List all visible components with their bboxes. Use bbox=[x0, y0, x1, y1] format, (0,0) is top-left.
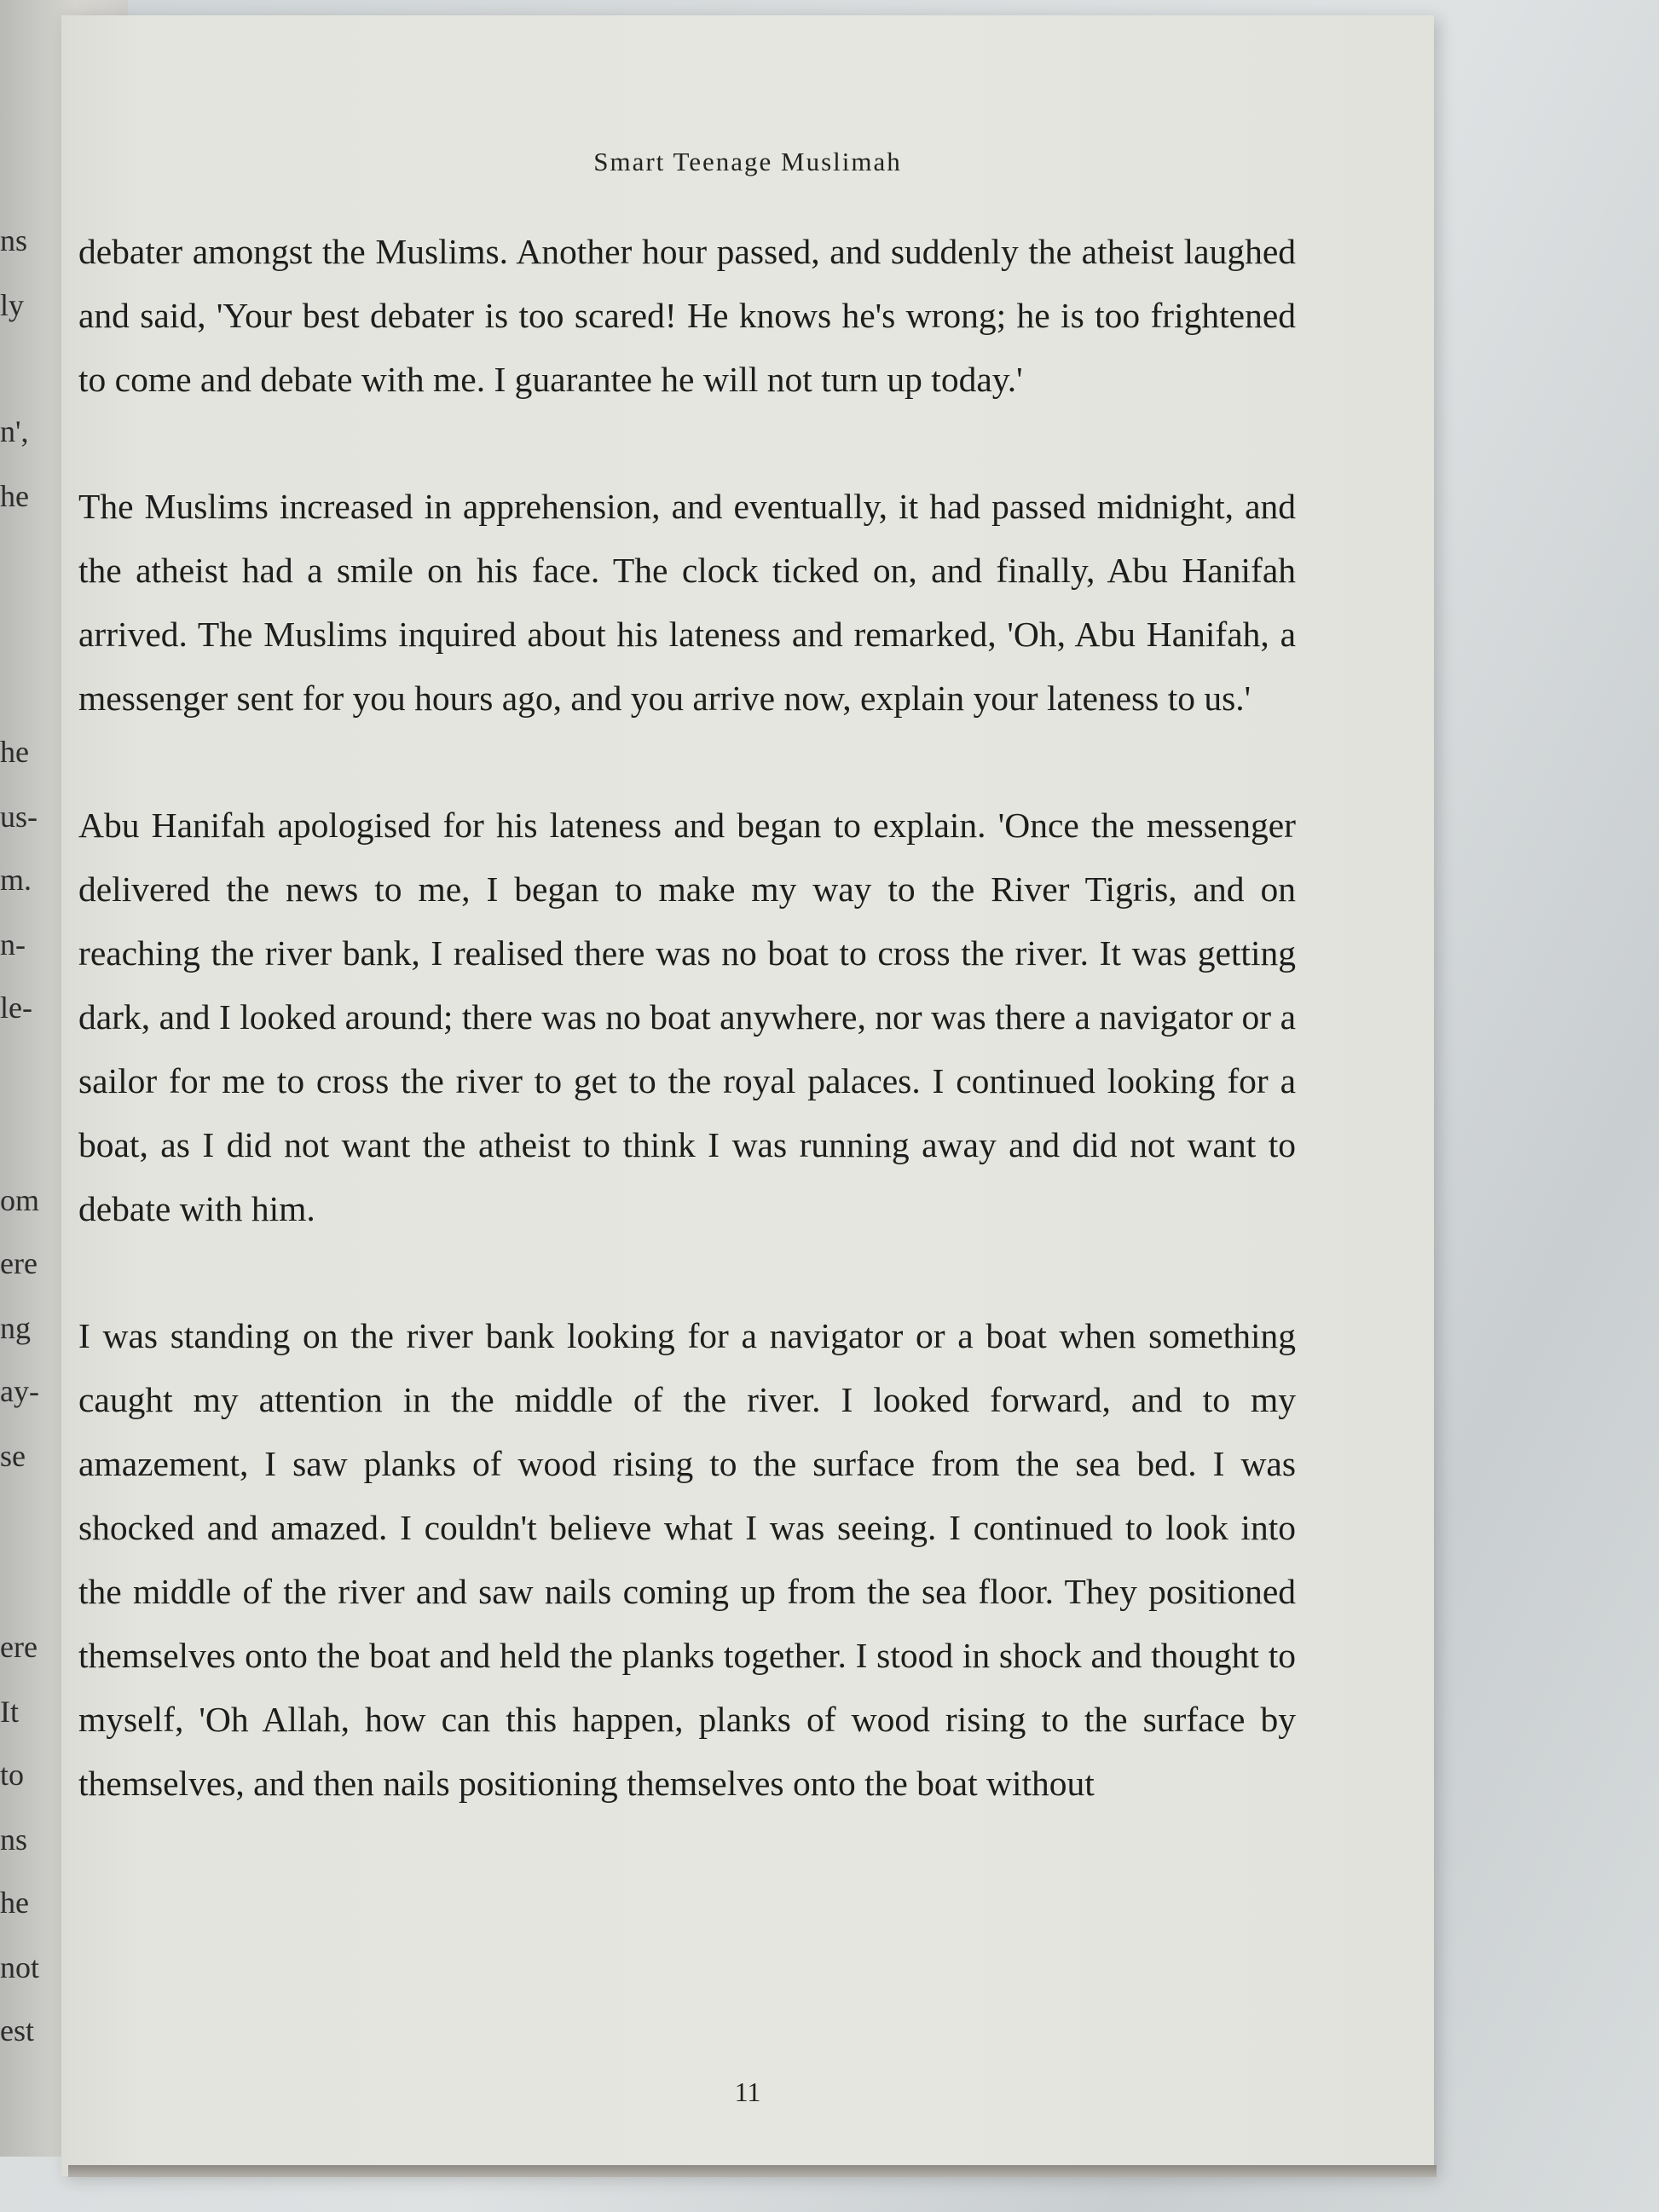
facing-page-fragment: ng bbox=[0, 1311, 31, 1345]
facing-page-fragment: ay- bbox=[0, 1374, 39, 1408]
body-text bbox=[78, 220, 1296, 1879]
facing-page-fragment: he bbox=[0, 479, 29, 513]
facing-page-fragment: he bbox=[0, 1886, 29, 1920]
facing-page-fragment: ly bbox=[0, 288, 25, 322]
facing-page-fragment: est bbox=[0, 2013, 34, 2047]
paragraph: debater amongst the Muslims. Another hour passed, and suddenly the atheist laughed and said, 'Your best debater is too scared! He knows he's wrong; he is too frightened to come and debate with me. I guarantee he will not turn up today.' bbox=[78, 232, 1296, 399]
facing-page-fragment: not bbox=[0, 1950, 40, 1984]
book-page bbox=[61, 15, 1434, 2176]
facing-page-fragment: ns bbox=[0, 1822, 28, 1857]
page-edge bbox=[68, 2165, 1436, 2177]
facing-page-fragment: m. bbox=[0, 863, 32, 897]
paragraph: Abu Hanifah apologised for his lateness and began to explain. 'Once the messenger delivered the news to me, I began to make my way to the River Tigris, and on reaching the river bank, I realised there was no boat to cross the river. It was getting dark, and I looked around; there was no boat anywhere, nor was there a navigator or a sailor for me to cross the river to get to the royal palaces. I continued looking for a boat, as I did not want the atheist to think I was running away and did not want to debate with him. bbox=[78, 806, 1296, 1228]
running-head: Smart Teenage Muslimah bbox=[593, 147, 902, 176]
facing-page-fragment: ere bbox=[0, 1246, 38, 1280]
facing-page-fragment: to bbox=[0, 1758, 25, 1792]
facing-page-fragment: ere bbox=[0, 1630, 38, 1664]
facing-page-fragment: om bbox=[0, 1183, 40, 1217]
facing-page-fragment: n', bbox=[0, 414, 29, 448]
facing-page-fragment: se bbox=[0, 1439, 26, 1473]
paragraph: I was standing on the river bank looking for a navigator or a boat when something caught my attention in the middle of the river. I looked forward, and to my amazement, I saw planks of wood rising to the surface from the sea bed. I was shocked and amazed. I couldn't believe what I was seeing. I continued to look into the middle of the river and saw nails coming up from the sea floor. They positioned themselves onto the boat and held the planks together. I stood in shock and thought to myself, 'Oh Allah, how can this happen, planks of wood rising to the surface by themselves, and then nails positioning themselves onto the boat without bbox=[78, 1316, 1296, 1803]
facing-page-fragment: It bbox=[0, 1695, 19, 1729]
paragraph: The Muslims increased in apprehension, and eventually, it had passed midnight, and the atheist had a smile on his face. The clock ticked on, and finally, Abu Hanifah arrived. The Muslims inquired about his lateness and remarked, 'Oh, Abu Hanifah, a messenger sent for you hours ago, and you arrive now, explain your lateness to us.' bbox=[78, 487, 1296, 718]
facing-page-fragment: le- bbox=[0, 990, 32, 1025]
facing-page-fragment: ns bbox=[0, 223, 28, 257]
facing-page-fragment: he bbox=[0, 735, 29, 769]
facing-page-fragment: us- bbox=[0, 800, 38, 834]
page-number: 11 bbox=[734, 2076, 761, 2107]
facing-page-fragment: n- bbox=[0, 927, 26, 962]
